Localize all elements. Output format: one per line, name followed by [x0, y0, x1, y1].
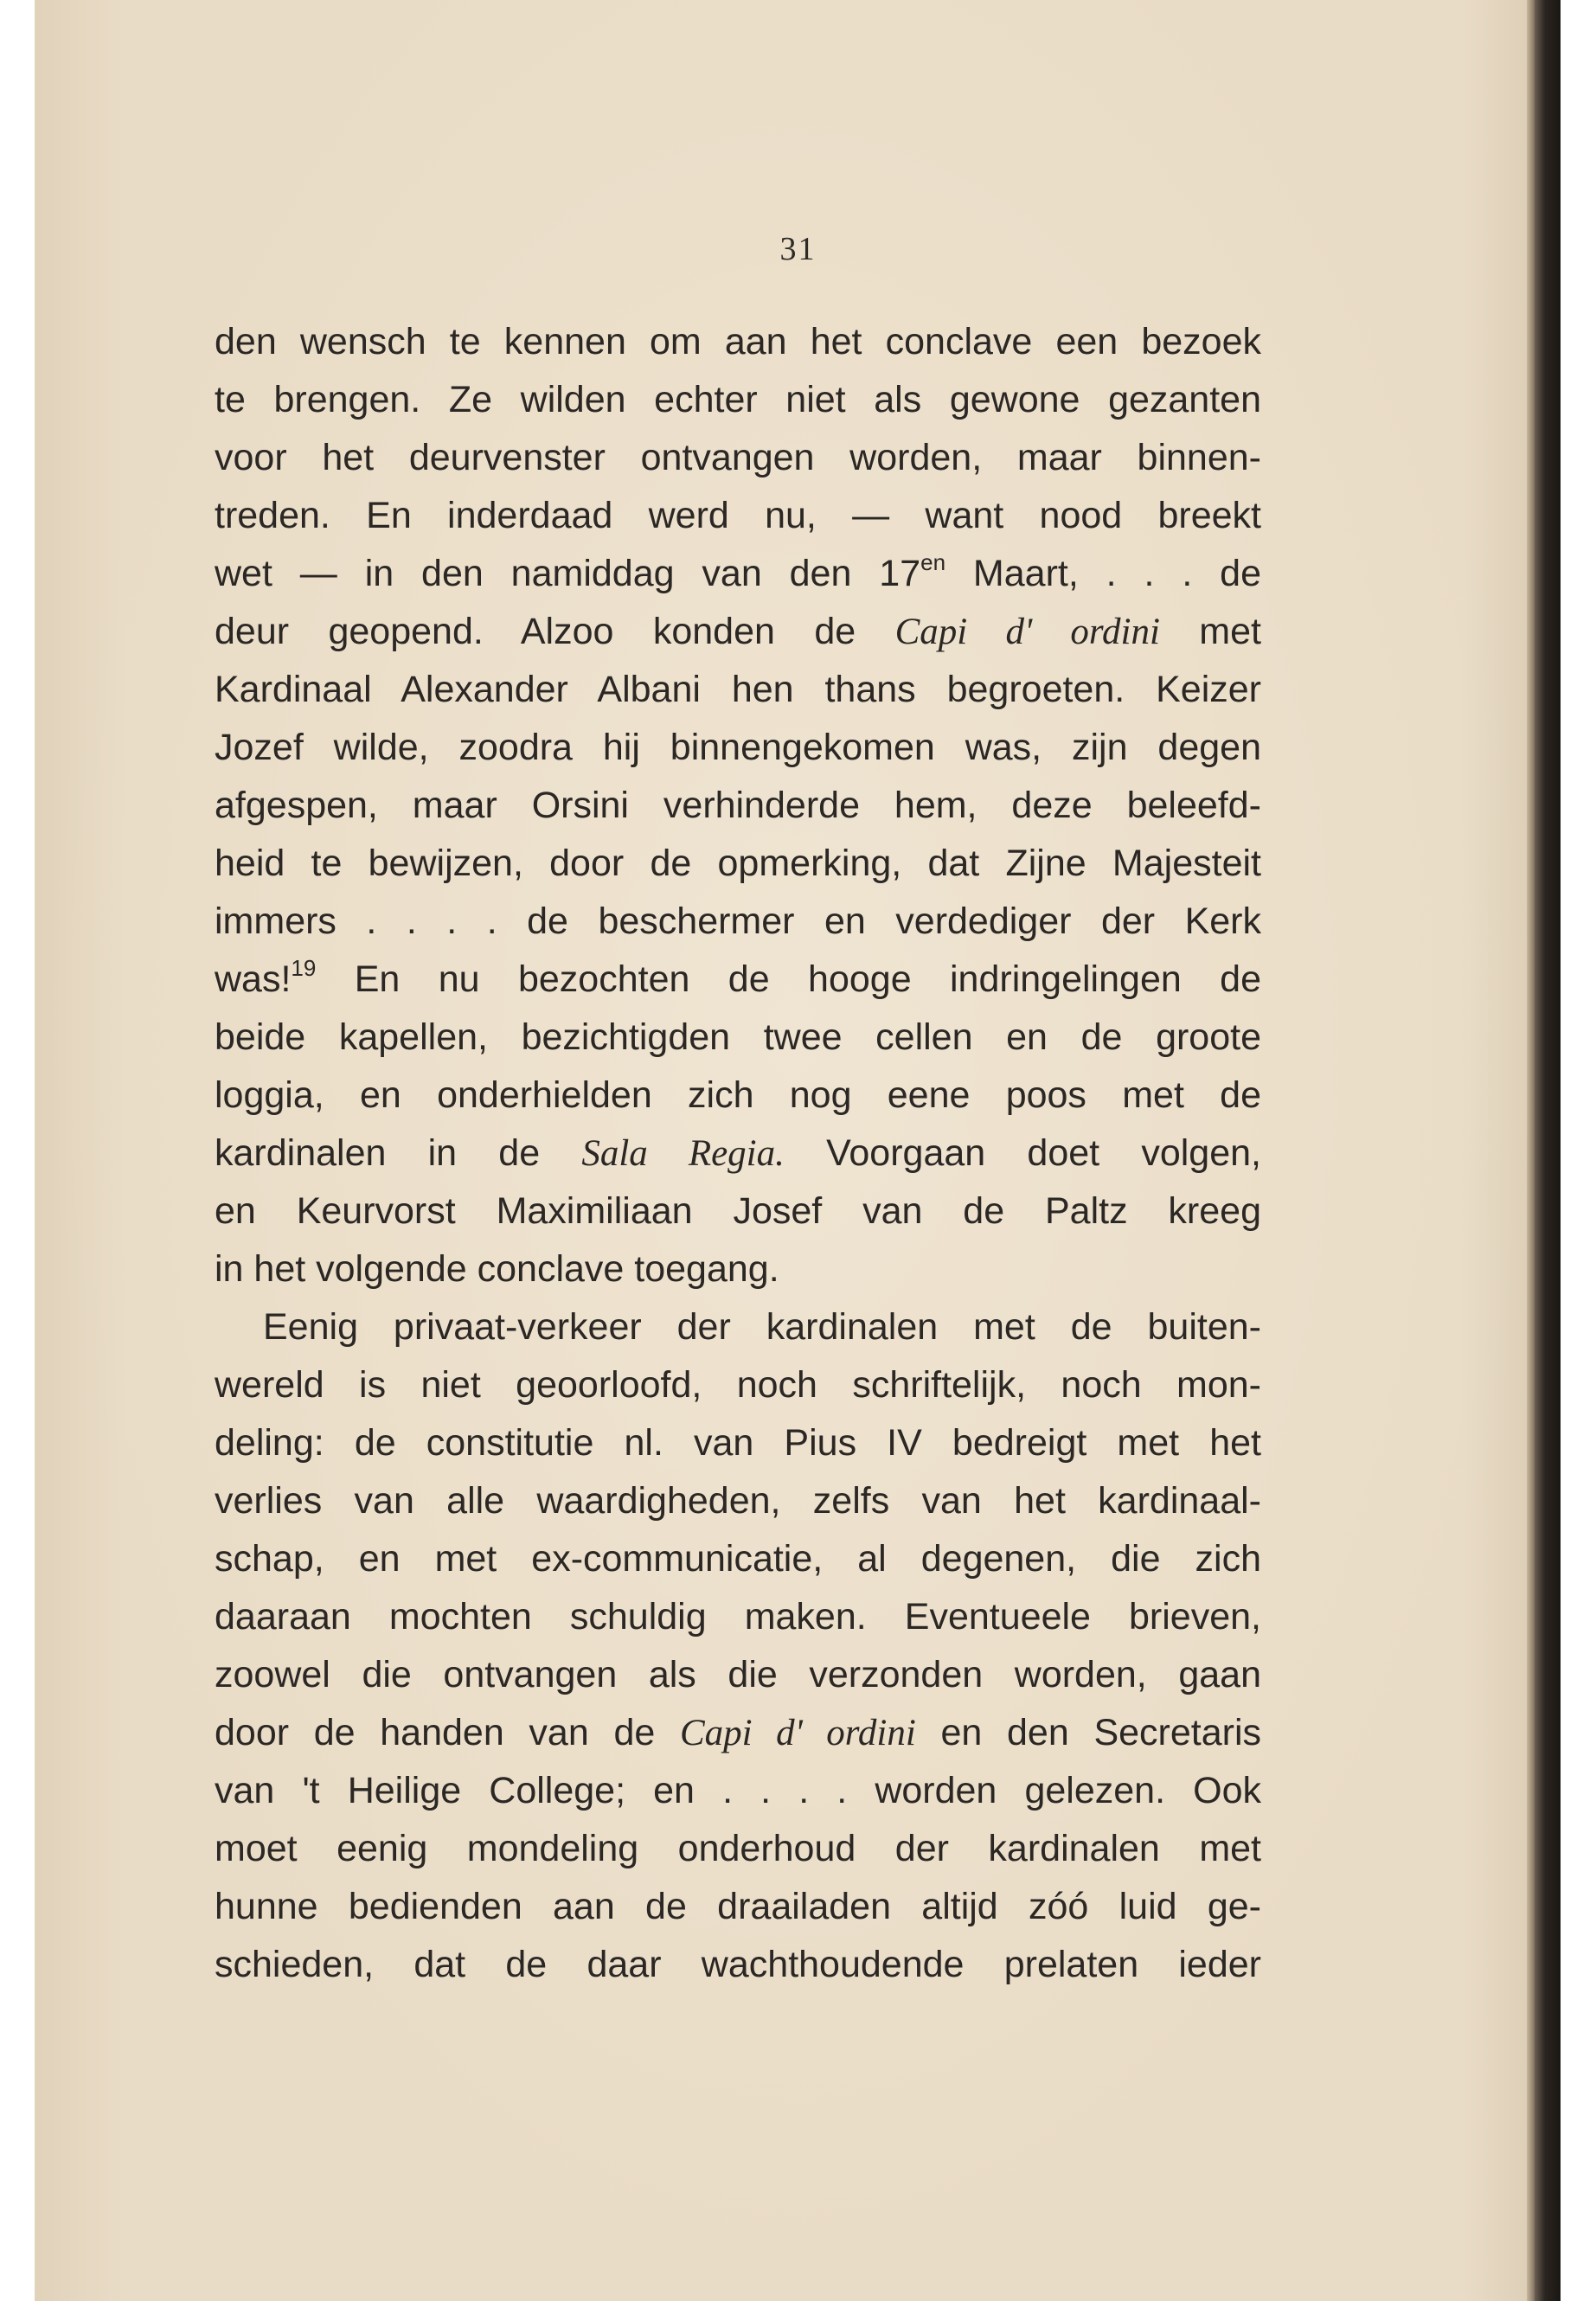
text-segment: Voorgaan doet volgen,: [784, 1132, 1261, 1174]
book-spine: [1535, 0, 1561, 2301]
text-line: [215, 603, 1261, 661]
footnote-ref: 19: [291, 955, 317, 981]
text-line: [215, 951, 1261, 1009]
text-line: afgespen, maar Orsini verhinderde hem, deze beleefd-: [215, 785, 1261, 826]
text-line: moet eenig mondeling onderhoud der kardinalen met: [215, 1828, 1261, 1869]
text-line: [215, 1704, 1261, 1762]
text-segment: wet — in den namiddag van den 17: [215, 553, 921, 594]
text-line: Jozef wilde, zoodra hij binnengekomen was, zijn degen: [215, 727, 1261, 768]
superscript: en: [920, 549, 946, 575]
paragraph-first-line: Eenig privaat-verkeer der kardinalen met de buiten-: [263, 1306, 1261, 1348]
text-segment: En nu bezochten de hooge indringelingen de: [316, 958, 1261, 1000]
body-text: [215, 313, 1261, 1994]
text-line: schap, en met ex-communicatie, al degenen, die zich: [215, 1538, 1261, 1580]
page-number: 31: [779, 231, 817, 267]
text-line: heid te bewijzen, door de opmerking, dat Zijne Majesteit: [215, 843, 1261, 884]
text-segment: en den Secretaris: [915, 1712, 1262, 1753]
text-line: beide kapellen, bezichtigden twee cellen en de groote: [215, 1016, 1261, 1058]
italic-term: Capi d' ordini: [894, 612, 1160, 652]
italic-term: Capi d' ordini: [679, 1713, 916, 1753]
text-line: en Keurvorst Maximiliaan Josef van de Paltz kreeg: [215, 1190, 1261, 1232]
text-line: te brengen. Ze wilden echter niet als gewone gezanten: [215, 379, 1261, 420]
italic-term: Sala Regia.: [581, 1133, 785, 1174]
text-line: voor het deurvenster ontvangen worden, maar binnen-: [215, 437, 1261, 478]
text-line: van 't Heilige College; en . . . . worden gelezen. Ook: [215, 1770, 1261, 1811]
text-line: deling: de constitutie nl. van Pius IV bedreigt met het: [215, 1422, 1261, 1464]
text-line: [215, 1125, 1261, 1183]
text-line: Kardinaal Alexander Albani hen thans begroeten. Keizer: [215, 669, 1261, 710]
text-line: schieden, dat de daar wachthoudende prelaten ieder: [215, 1944, 1261, 1985]
text-line: treden. En inderdaad werd nu, — want nood breekt: [215, 495, 1261, 536]
text-line: den wensch te kennen om aan het conclave een bezoek: [215, 321, 1261, 362]
text-line: verlies van alle waardigheden, zelfs van het kardinaal-: [215, 1480, 1261, 1522]
text-segment: was!: [215, 958, 292, 1000]
text-line: [215, 545, 1261, 603]
paragraph-end-line: in het volgende conclave toegang.: [215, 1248, 779, 1290]
text-segment: door de handen van de: [215, 1712, 680, 1753]
text-line: loggia, en onderhielden zich nog eene poos met de: [215, 1074, 1261, 1116]
text-segment: deur geopend. Alzoo konden de: [215, 611, 895, 652]
text-line: zoowel die ontvangen als die verzonden worden, gaan: [215, 1654, 1261, 1695]
text-line: daaraan mochten schuldig maken. Eventueele brieven,: [215, 1596, 1261, 1638]
text-segment: met: [1159, 611, 1261, 652]
text-segment: Maart, . . . de: [945, 553, 1262, 594]
text-line: wereld is niet geoorloofd, noch schriftelijk, noch mon-: [215, 1364, 1261, 1406]
text-line: immers . . . . de beschermer en verdediger der Kerk: [215, 901, 1261, 942]
text-line: hunne bedienden aan de draailaden altijd zóó luid ge-: [215, 1886, 1261, 1927]
text-segment: kardinalen in de: [215, 1132, 582, 1174]
